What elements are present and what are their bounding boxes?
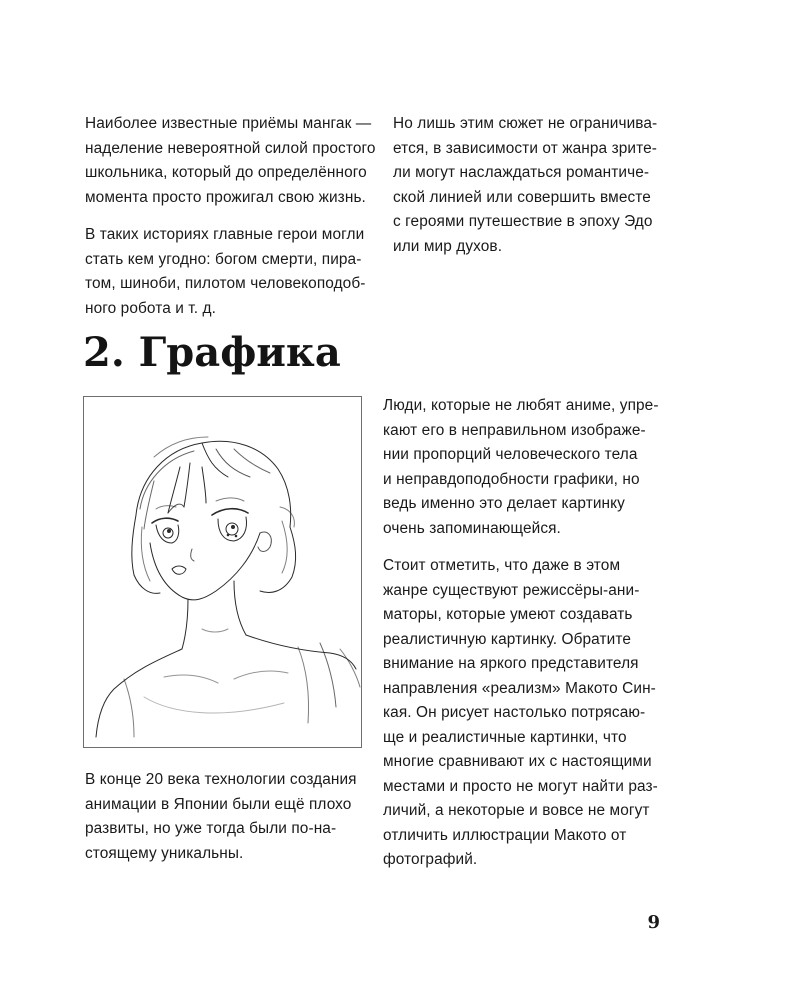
text-line: ного робота и т. д. bbox=[85, 299, 216, 317]
text-line: В конце 20 века технологии создания bbox=[85, 771, 357, 788]
text-line: фотографий. bbox=[383, 851, 478, 868]
text-line: стоящему уникальны. bbox=[85, 844, 244, 862]
text-column-bottom-left bbox=[85, 768, 385, 879]
text-line: ще и реалистичные картинки, что bbox=[383, 728, 627, 746]
paragraph bbox=[393, 112, 693, 259]
text-line: том, шиноби, пилотом человекоподоб- bbox=[85, 275, 366, 292]
text-line: личий, а некоторые и вовсе не могут bbox=[383, 802, 650, 819]
text-line: Люди, которые не любят аниме, упре- bbox=[383, 397, 659, 414]
text-line: и неправдоподобности графики, но bbox=[383, 470, 640, 488]
text-line: направления «реализм» Макото Син- bbox=[383, 679, 656, 697]
text-line: с героями путешествие в эпоху Эдо bbox=[393, 213, 653, 230]
text-line: ется, в зависимости от жанра зрите- bbox=[393, 139, 657, 157]
paragraph bbox=[383, 554, 683, 873]
text-line: ли могут наслаждаться романтиче- bbox=[393, 164, 650, 181]
text-column-top-right bbox=[393, 112, 693, 272]
section-heading: 2. Графика bbox=[83, 329, 341, 376]
text-line: Наиболее известные приёмы мангак — bbox=[85, 115, 372, 132]
text-line: кая. Он рисует настолько потрясаю- bbox=[383, 704, 646, 721]
text-line: наделение невероятной силой простого bbox=[85, 139, 376, 157]
anime-girl-sketch-icon bbox=[84, 397, 361, 747]
text-line: Но лишь этим сюжет не ограничива- bbox=[393, 115, 658, 132]
text-line: очень запоминающейся. bbox=[383, 519, 561, 537]
text-line: многие сравнивают их с настоящими bbox=[383, 753, 652, 770]
text-line: отличить иллюстрации Макото от bbox=[383, 826, 627, 844]
text-line: маторы, которые умеют создавать bbox=[383, 606, 633, 623]
text-line: кают его в неправильном изображе- bbox=[383, 421, 646, 439]
text-line: школьника, который до определённого bbox=[85, 164, 367, 181]
text-line: Стоит отметить, что даже в этом bbox=[383, 557, 621, 574]
text-line: жанре существуют режиссёры-ани- bbox=[383, 581, 640, 599]
paragraph bbox=[383, 394, 683, 541]
text-line: анимации в Японии были ещё плохо bbox=[85, 795, 352, 813]
text-line: внимание на яркого представителя bbox=[383, 655, 639, 672]
paragraph bbox=[85, 223, 385, 321]
text-line: местами и просто не могут найти раз- bbox=[383, 777, 658, 795]
text-line: В таких историях главные герои могли bbox=[85, 226, 365, 243]
text-line: или мир духов. bbox=[393, 237, 503, 255]
text-line: момента просто прожигал свою жизнь. bbox=[85, 188, 366, 206]
illustration-frame bbox=[83, 396, 362, 748]
paragraph bbox=[85, 768, 385, 866]
paragraph bbox=[85, 112, 385, 210]
text-line: развиты, но уже тогда были по-на- bbox=[85, 820, 337, 837]
text-line: нии пропорций человеческого тела bbox=[383, 446, 638, 463]
text-line: стать кем угодно: богом смерти, пира- bbox=[85, 250, 362, 268]
page-number: 9 bbox=[647, 912, 660, 933]
text-column-right bbox=[383, 394, 683, 886]
text-line: ской линией или совершить вместе bbox=[393, 188, 651, 206]
text-line: реалистичную картинку. Обратите bbox=[383, 630, 631, 648]
text-line: ведь именно это делает картинку bbox=[383, 495, 625, 512]
text-column-top-left bbox=[85, 112, 385, 334]
